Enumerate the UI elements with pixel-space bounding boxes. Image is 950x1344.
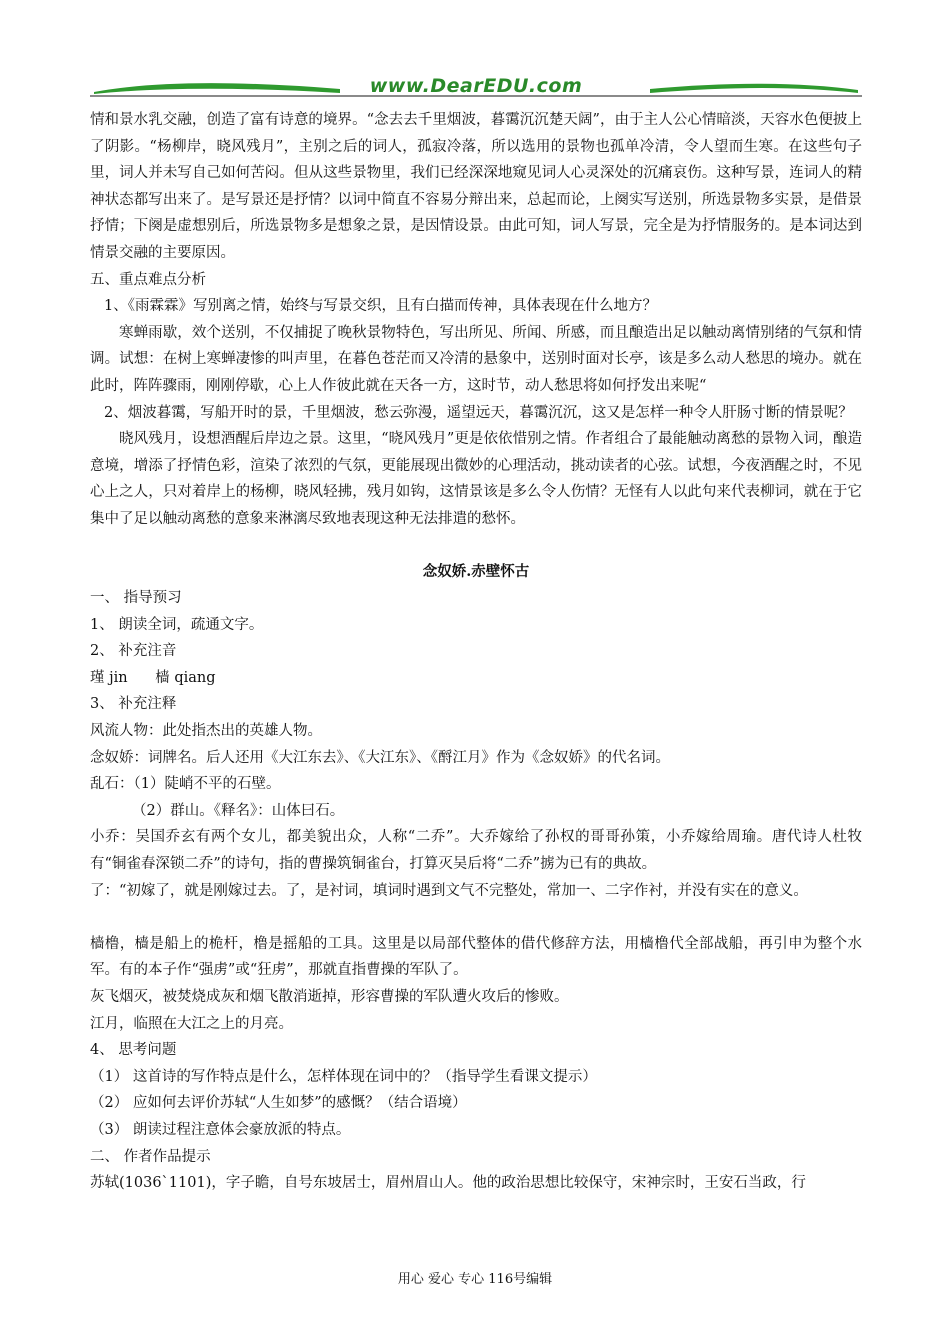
annotation: 江月，临照在大江之上的月亮。 <box>90 1015 293 1032</box>
question: 1、《雨霖霖》写别离之情，始终与写景交织，且有白描而传神，具体表现在什么地方？ <box>104 298 657 315</box>
list-item: 4、 思考问题 <box>90 1042 177 1059</box>
question: （2） 应如何去评价苏轼“人生如梦”的感慨？（结合语境） <box>90 1095 467 1112</box>
list-item: 2、 补充注音 <box>90 643 177 660</box>
site-url: www.DearEDU.com <box>369 75 583 97</box>
section-heading: 二、 作者作品提示 <box>90 1148 211 1165</box>
annotation: 风流人物：此处指杰出的英雄人物。 <box>90 723 322 740</box>
page-footer: 用心 爱心 专心 116号编辑 <box>397 1272 553 1287</box>
annotation: （2）群山。《释名》：山体曰石。 <box>132 802 345 819</box>
document-body <box>90 107 862 1197</box>
section-heading: 五、重点难点分析 <box>90 271 206 288</box>
list-item: 1、 朗读全词，疏通文字。 <box>90 616 264 633</box>
annotation: 念奴娇：词牌名。后人还用《大江东去》、《大江东》、《酹江月》作为《念奴娇》的代名词。 <box>90 749 670 766</box>
paragraph: 情和景水乳交融，创造了富有诗意的境界。“念去去千里烟波，暮霭沉沉楚天阔”，由于主人公心情暗淡，天容水色便披上了阴影。“杨柳岸，晓风残月”，主别之后的词人，孤寂冷落，所以选用的景物也孤单冷清，令人望而生寒。在这些句子里，词人并未写自己如何苦闷。但从这些景物里，我们已经深深地窥见词人心灵深处的沉痛哀伤。这种写景，连词人的精神状态都写出来了。是写景还是抒情？以词中简直不容易分辩出来，总起而论，上阕实写送别，所选景物多实景，是借景抒情；下阕是虚想别后，所选景物多是想象之景，是因情设景。由此可知，词人写景，完全是为抒情服务的。是本词达到情景交融的主要原因。 <box>90 112 862 261</box>
paragraph: 苏轼(1036`1101)，字子瞻，自号东坡居士，眉州眉山人。他的政治思想比较保守，宋神宗时，王安石当政，行 <box>90 1175 806 1192</box>
pinyin-line: 瑾 jin 樯 qiang <box>90 669 216 686</box>
annotation: 樯橹，樯是船上的桅杆，橹是摇船的工具。这里是以局部代整体的借代修辞方法，用樯橹代全部战船，再引申为整个水军。有的本子作“强虏”或“狂虏”，那就直指曹操的军队了。 <box>90 935 862 979</box>
question: （3） 朗读过程注意体会豪放派的特点。 <box>90 1121 351 1138</box>
annotation: 灰飞烟灭，被焚烧成灰和烟飞散消逝掉，形容曹操的军队遭火攻后的惨败。 <box>90 989 569 1005</box>
list-item: 3、 补充注释 <box>90 696 177 713</box>
question: （1） 这首诗的写作特点是什么，怎样体现在词中的？（指导学生看课文提示） <box>90 1068 597 1085</box>
section-heading: 一、 指导预习 <box>90 590 182 607</box>
annotation: 了：“初嫁了，就是刚嫁过去。了，是衬词，填词时遇到文气不完整处，常加一、二字作衬，并没有实在的意义。 <box>90 882 808 899</box>
poem-title: 念奴娇.赤壁怀古 <box>422 562 530 580</box>
site-header <box>90 74 862 100</box>
blank-line <box>90 904 862 931</box>
annotation: 小乔：吴国乔玄有两个女儿，都美貌出众，人称“二乔”。大乔嫁给了孙权的哥哥孙策，小乔嫁给周瑜。唐代诗人杜牧有“铜雀春深锁二乔”的诗句，指的曹操筑铜雀台，打算灭吴后将“二乔”掳为已有的典故。 <box>90 829 862 873</box>
question: 2、烟波暮霭，写船开时的景，千里烟波，愁云弥漫，遥望远天，暮霭沉沉，这又是怎样一种令人肝肠寸断的情景呢？ <box>104 404 853 421</box>
paragraph: 寒蝉雨歇，效个送别，不仅捕捉了晚秋景物特色，写出所见、所闻、所感，而且酿造出足以触动离情别绪的气氛和情调。试想：在树上寒蝉凄惨的叫声里，在暮色苍茫而又冷清的悬象中，送别时面对长亭，该是多么动人愁思的境办。就在此时，阵阵骤雨，刚刚停歇，心上人作彼此就在天各一方，这时节，动人愁思将如何抒发出来呢“ <box>90 324 862 394</box>
annotation: 乱石：（1）陡峭不平的石壁。 <box>90 776 281 793</box>
paragraph: 晓风残月，设想酒醒后岸边之景。这里，“晓风残月”更是依依惜别之情。作者组合了最能触动离愁的景物入词，酿造意境，增添了抒情色彩，渲染了浓烈的气氛，更能展现出微妙的心理活动，挑动读者的心弦。试想，今夜酒醒之时，不见心上之人，只对着岸上的杨柳，晓风轻拂，残月如钩，这情景该是多么令人伤情？无怪有人以此句来代表柳词，就在于它集中了足以触动离愁的意象来淋漓尽致地表现这种无法排遣的愁怀。 <box>90 431 862 527</box>
